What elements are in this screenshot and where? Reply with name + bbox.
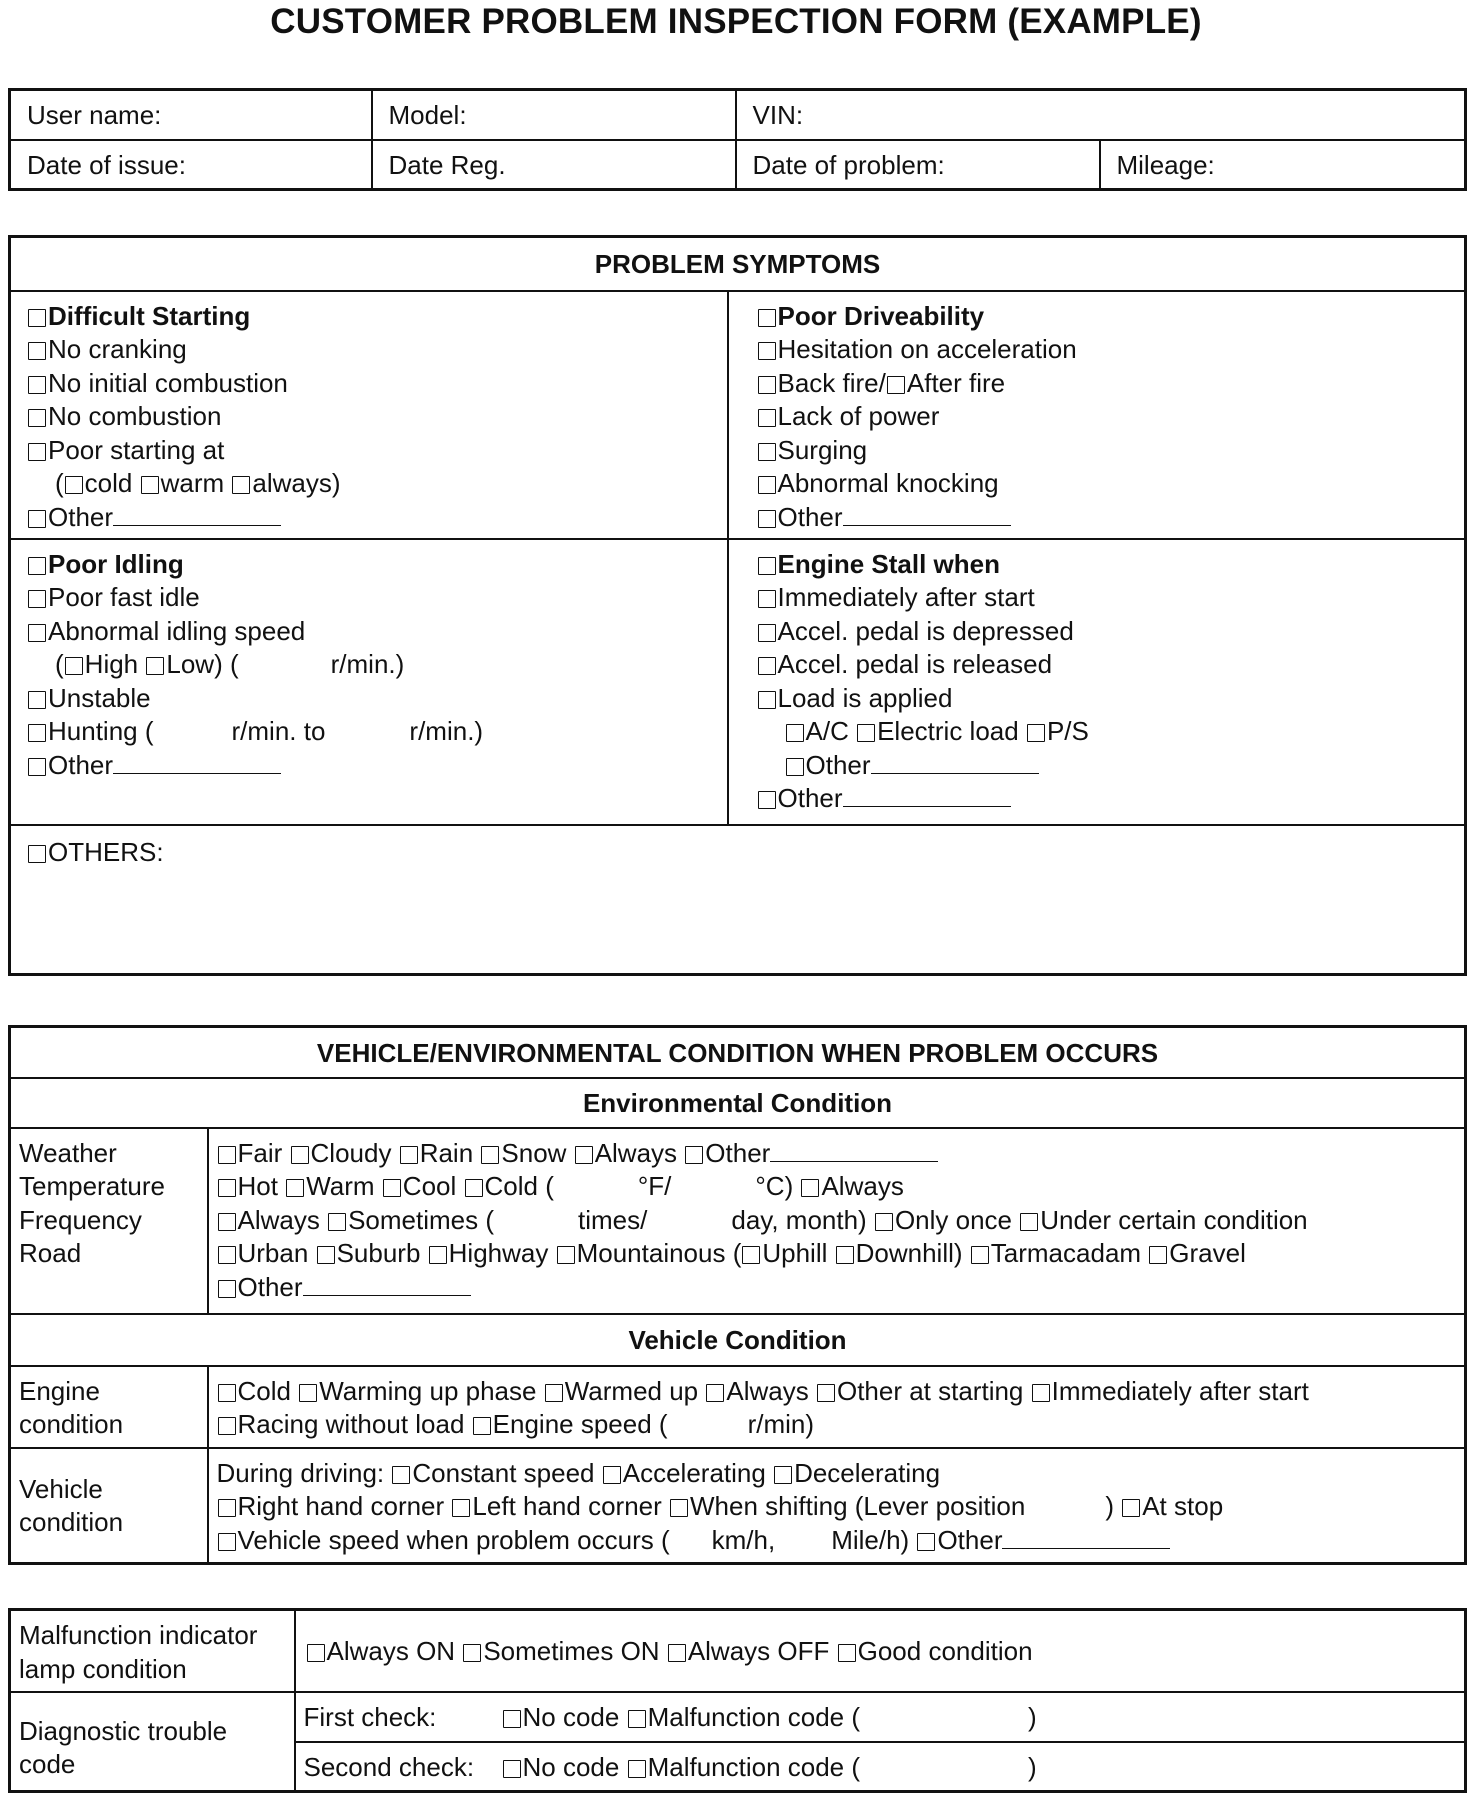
- poor-driveability-section: [728, 291, 1466, 539]
- other-blank-line[interactable]: [303, 1273, 471, 1296]
- road-other[interactable]: Other: [217, 1271, 1465, 1305]
- engine-condition-label: Engine condition: [10, 1366, 208, 1448]
- idling-speed-options: ( High Low) ( r/min.): [55, 649, 405, 679]
- difficult-starting-section: [10, 291, 728, 539]
- difficult-starting-other[interactable]: Other: [27, 501, 727, 535]
- poor-idling-section: [10, 539, 728, 825]
- checkbox-icon[interactable]: [28, 758, 46, 776]
- hot-checkbox[interactable]: [218, 1179, 236, 1197]
- right-corner-checkbox[interactable]: [218, 1499, 236, 1517]
- checkbox-icon[interactable]: [28, 309, 46, 327]
- suburb-checkbox[interactable]: [317, 1246, 335, 1264]
- temp-always-checkbox[interactable]: [801, 1179, 819, 1197]
- environmental-heading: Environmental Condition: [10, 1078, 1466, 1128]
- other-at-starting-checkbox[interactable]: [817, 1384, 835, 1402]
- engine-options-row2: Racing without load Engine speed ( r/min): [217, 1408, 1465, 1442]
- ac-checkbox[interactable]: [786, 724, 804, 742]
- first-malfunction-code-checkbox[interactable]: [628, 1710, 646, 1728]
- mil-options: Always ON Sometimes ON Always OFF Good condition: [295, 1610, 1466, 1692]
- under-certain-checkbox[interactable]: [1020, 1213, 1038, 1231]
- date-reg-field[interactable]: Date Reg.: [372, 140, 736, 190]
- racing-checkbox[interactable]: [218, 1417, 236, 1435]
- abnormal-knocking-checkbox[interactable]: Abnormal knocking: [757, 467, 1465, 501]
- snow-checkbox[interactable]: [481, 1146, 499, 1164]
- temperature-label: Temperature: [19, 1171, 165, 1201]
- road-label: Road: [19, 1238, 82, 1268]
- always-off-checkbox[interactable]: [668, 1644, 686, 1662]
- engine-options-row1: Cold Warming up phase Warmed up Always Other at starting Immediately after start: [217, 1375, 1465, 1409]
- load-applied-checkbox[interactable]: Load is applied: [757, 682, 1465, 716]
- hesitation-checkbox[interactable]: Hesitation on acceleration: [757, 333, 1465, 367]
- good-condition-checkbox[interactable]: [838, 1644, 856, 1662]
- problem-symptoms-table: [8, 235, 1467, 976]
- no-combustion-checkbox[interactable]: No combustion: [27, 400, 727, 434]
- checkbox-icon[interactable]: [758, 342, 776, 360]
- frequency-options: Always Sometimes ( times/ day, month) Only once Under certain condition: [217, 1204, 1465, 1238]
- mileage-field[interactable]: Mileage:: [1100, 140, 1466, 190]
- warm-checkbox[interactable]: [141, 476, 159, 494]
- tarmacadam-checkbox[interactable]: [971, 1246, 989, 1264]
- checkbox-icon[interactable]: [28, 376, 46, 394]
- gravel-checkbox[interactable]: [1149, 1246, 1167, 1264]
- checkbox-icon[interactable]: [28, 845, 46, 863]
- vehicle-condition-options: [208, 1448, 1466, 1564]
- checkbox-icon[interactable]: [758, 657, 776, 675]
- cold-checkbox[interactable]: [465, 1179, 483, 1197]
- second-malfunction-code-checkbox[interactable]: [628, 1760, 646, 1778]
- engine-stall-other[interactable]: Other: [757, 782, 1465, 816]
- poor-driveability-checkbox[interactable]: Poor Driveability: [757, 300, 1465, 334]
- abnormal-idling-checkbox[interactable]: Abnormal idling speed: [27, 615, 727, 649]
- engine-condition-options: [208, 1366, 1466, 1448]
- sometimes-on-checkbox[interactable]: [463, 1644, 481, 1662]
- other-blank-line[interactable]: [843, 784, 1011, 807]
- second-check-row: Second check: No code Malfunction code ( ): [295, 1742, 1466, 1792]
- date-of-issue-field[interactable]: Date of issue:: [10, 140, 372, 190]
- header-info-table: [8, 88, 1467, 191]
- accel-depressed-checkbox[interactable]: Accel. pedal is depressed: [757, 615, 1465, 649]
- warming-checkbox[interactable]: [299, 1384, 317, 1402]
- temperature-options: Hot Warm Cool Cold ( °F/ °C) Always: [217, 1170, 1465, 1204]
- diagnosis-table: [8, 1608, 1467, 1793]
- vehicle-options-row2: Right hand corner Left hand corner When shifting (Lever position ) At stop: [217, 1490, 1465, 1524]
- mountainous-checkbox[interactable]: [557, 1246, 575, 1264]
- poor-fast-idle-checkbox[interactable]: Poor fast idle: [27, 581, 727, 615]
- urban-checkbox[interactable]: [218, 1246, 236, 1264]
- sometimes-checkbox[interactable]: [328, 1213, 346, 1231]
- hunting-checkbox[interactable]: Hunting ( r/min. to r/min.): [27, 715, 727, 749]
- checkbox-icon[interactable]: [28, 590, 46, 608]
- constant-speed-checkbox[interactable]: [392, 1466, 410, 1484]
- at-stop-checkbox[interactable]: [1122, 1499, 1140, 1517]
- checkbox-icon[interactable]: [758, 309, 776, 327]
- other-blank-line[interactable]: [871, 751, 1039, 774]
- highway-checkbox[interactable]: [429, 1246, 447, 1264]
- always-on-checkbox[interactable]: [307, 1644, 325, 1662]
- checkbox-icon[interactable]: [28, 443, 46, 461]
- freq-always-checkbox[interactable]: [218, 1213, 236, 1231]
- always-checkbox[interactable]: [575, 1146, 593, 1164]
- cold-checkbox[interactable]: [65, 476, 83, 494]
- other-blank-line[interactable]: [770, 1139, 938, 1162]
- uphill-checkbox[interactable]: [742, 1246, 760, 1264]
- other-blank-line[interactable]: [113, 751, 281, 774]
- high-checkbox[interactable]: [65, 657, 83, 675]
- mil-label: Malfunction indicator lamp condition: [10, 1610, 295, 1692]
- only-once-checkbox[interactable]: [875, 1213, 893, 1231]
- checkbox-icon[interactable]: [758, 409, 776, 427]
- first-check-row: First check: No code Malfunction code ( ): [295, 1692, 1466, 1742]
- load-options: A/C Electric load P/S: [757, 715, 1465, 749]
- road-other-checkbox[interactable]: [218, 1280, 236, 1298]
- ps-checkbox[interactable]: [1027, 724, 1045, 742]
- fair-checkbox[interactable]: [218, 1146, 236, 1164]
- second-no-code-checkbox[interactable]: [503, 1760, 521, 1778]
- other-blank-line[interactable]: [113, 503, 281, 526]
- checkbox-icon[interactable]: [28, 510, 46, 528]
- decelerating-checkbox[interactable]: [774, 1466, 792, 1484]
- conditions-heading: VEHICLE/ENVIRONMENTAL CONDITION WHEN PROBLEM OCCURS: [10, 1027, 1466, 1078]
- surging-checkbox[interactable]: Surging: [757, 434, 1465, 468]
- back-fire-checkbox[interactable]: Back fire/ After fire: [757, 367, 1465, 401]
- no-cranking-checkbox[interactable]: No cranking: [27, 333, 727, 367]
- poor-driveability-other[interactable]: Other: [757, 501, 1465, 535]
- weather-label: Weather: [19, 1137, 117, 1168]
- shifting-checkbox[interactable]: [670, 1499, 688, 1517]
- no-initial-combustion-checkbox[interactable]: No initial combustion: [27, 367, 727, 401]
- checkbox-icon[interactable]: [758, 791, 776, 809]
- first-no-code-checkbox[interactable]: [503, 1710, 521, 1728]
- other-blank-line[interactable]: [1002, 1526, 1170, 1549]
- checkbox-icon[interactable]: [786, 758, 804, 776]
- form-title: CUSTOMER PROBLEM INSPECTION FORM (EXAMPLE): [270, 2, 1202, 41]
- others-field[interactable]: OTHERS:: [10, 825, 1466, 975]
- date-of-problem-field[interactable]: Date of problem:: [736, 140, 1100, 190]
- environmental-labels: [10, 1128, 208, 1314]
- left-corner-checkbox[interactable]: [452, 1499, 470, 1517]
- rain-checkbox[interactable]: [400, 1146, 418, 1164]
- cool-checkbox[interactable]: [383, 1179, 401, 1197]
- accelerating-checkbox[interactable]: [603, 1466, 621, 1484]
- poor-starting-options: ( cold warm always): [55, 468, 341, 498]
- veh-other-checkbox[interactable]: [917, 1533, 935, 1551]
- checkbox-icon[interactable]: [758, 590, 776, 608]
- immediately-after-start-checkbox[interactable]: Immediately after start: [757, 581, 1465, 615]
- downhill-checkbox[interactable]: [836, 1246, 854, 1264]
- engine-stall-checkbox[interactable]: Engine Stall when: [757, 548, 1465, 582]
- checkbox-icon[interactable]: [758, 624, 776, 642]
- eng-cold-checkbox[interactable]: [218, 1384, 236, 1402]
- load-other[interactable]: Other: [757, 749, 1465, 783]
- checkbox-icon[interactable]: [758, 443, 776, 461]
- low-checkbox[interactable]: [146, 657, 164, 675]
- other-checkbox[interactable]: [685, 1146, 703, 1164]
- poor-idling-checkbox[interactable]: Poor Idling: [27, 548, 727, 582]
- electric-load-checkbox[interactable]: [857, 724, 875, 742]
- checkbox-icon[interactable]: [758, 510, 776, 528]
- checkbox-icon[interactable]: [28, 409, 46, 427]
- checkbox-icon[interactable]: [28, 691, 46, 709]
- user-name-field[interactable]: User name:: [10, 90, 372, 140]
- checkbox-icon[interactable]: [758, 376, 776, 394]
- accel-released-checkbox[interactable]: Accel. pedal is released: [757, 648, 1465, 682]
- vin-field[interactable]: VIN:: [736, 90, 1466, 140]
- vehicle-condition-label: Vehicle condition: [10, 1448, 208, 1564]
- lack-of-power-checkbox[interactable]: Lack of power: [757, 400, 1465, 434]
- checkbox-icon[interactable]: [28, 342, 46, 360]
- vehicle-options-row1: During driving: Constant speed Accelerating Decelerating: [216, 1457, 941, 1488]
- weather-options: Fair Cloudy Rain Snow Always Other: [217, 1137, 1465, 1171]
- poor-starting-checkbox[interactable]: Poor starting at: [27, 434, 727, 468]
- vehicle-speed-checkbox[interactable]: [218, 1533, 236, 1551]
- environmental-options: [208, 1128, 1466, 1314]
- difficult-starting-checkbox[interactable]: Difficult Starting: [27, 300, 727, 334]
- cloudy-checkbox[interactable]: [291, 1146, 309, 1164]
- dtc-label: Diagnostic trouble code: [10, 1692, 295, 1792]
- road-options: Urban Suburb Highway Mountainous ( Uphill Downhill) Tarmacadam Gravel: [217, 1237, 1465, 1271]
- checkbox-icon[interactable]: [28, 724, 46, 742]
- symptoms-heading: PROBLEM SYMPTOMS: [10, 237, 1466, 291]
- checkbox-icon[interactable]: [758, 476, 776, 494]
- checkbox-icon[interactable]: [758, 691, 776, 709]
- always-checkbox[interactable]: [232, 476, 250, 494]
- checkbox-icon[interactable]: [28, 624, 46, 642]
- checkbox-icon[interactable]: [758, 557, 776, 575]
- frequency-label: Frequency: [19, 1204, 142, 1235]
- warmed-checkbox[interactable]: [545, 1384, 563, 1402]
- after-fire-checkbox[interactable]: [887, 376, 905, 394]
- vehicle-options-row3: Vehicle speed when problem occurs ( km/h, Mile/h) Other: [217, 1524, 1465, 1558]
- eng-immediately-checkbox[interactable]: [1032, 1384, 1050, 1402]
- engine-stall-section: [728, 539, 1466, 825]
- engine-speed-checkbox[interactable]: [473, 1417, 491, 1435]
- warm-checkbox[interactable]: [286, 1179, 304, 1197]
- model-field[interactable]: Model:: [372, 90, 736, 140]
- conditions-table: [8, 1025, 1467, 1565]
- poor-idling-other[interactable]: Other: [27, 749, 727, 783]
- vehicle-condition-heading: Vehicle Condition: [10, 1314, 1466, 1366]
- eng-always-checkbox[interactable]: [706, 1384, 724, 1402]
- other-blank-line[interactable]: [843, 503, 1011, 526]
- unstable-checkbox[interactable]: Unstable: [27, 682, 727, 716]
- checkbox-icon[interactable]: [28, 557, 46, 575]
